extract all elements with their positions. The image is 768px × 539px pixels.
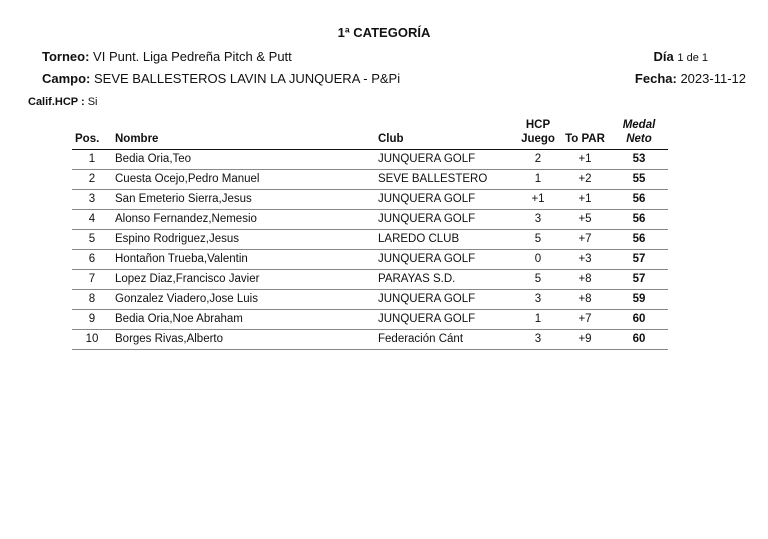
col-pos: Pos. [72, 118, 112, 150]
cell-pos: 5 [72, 230, 112, 250]
cell-topar: +1 [560, 150, 610, 170]
page-title: 1ª CATEGORÍA [337, 25, 431, 40]
campo-label: Campo: [42, 71, 91, 86]
cell-neto: 56 [610, 190, 668, 210]
results-table-header [72, 118, 668, 150]
cell-nombre: Bedia Oria,Teo [112, 150, 375, 170]
campo-line [42, 71, 400, 86]
cell-pos: 7 [72, 270, 112, 290]
cell-hcp: 5 [516, 230, 560, 250]
cell-neto: 56 [610, 210, 668, 230]
cell-neto: 57 [610, 270, 668, 290]
cell-neto: 55 [610, 170, 668, 190]
cell-pos: 3 [72, 190, 112, 210]
col-medal-top: Medal [622, 119, 656, 131]
cell-neto: 56 [610, 230, 668, 250]
cell-topar: +9 [560, 330, 610, 350]
cell-pos: 9 [72, 310, 112, 330]
cell-club: JUNQUERA GOLF [375, 250, 516, 270]
calif-value: Si [87, 96, 98, 108]
cell-topar: +5 [560, 210, 610, 230]
table-row [72, 250, 668, 270]
cell-nombre: Alonso Fernandez,Nemesio [112, 210, 375, 230]
table-row [72, 290, 668, 310]
col-medal-bottom: Neto [626, 133, 652, 145]
cell-nombre: Hontañon Trueba,Valentin [112, 250, 375, 270]
cell-pos: 6 [72, 250, 112, 270]
cell-pos: 2 [72, 170, 112, 190]
fecha-label: Fecha: [634, 71, 677, 86]
cell-club: SEVE BALLESTERO [375, 170, 516, 190]
cell-hcp: 1 [516, 170, 560, 190]
cell-hcp: 5 [516, 270, 560, 290]
torneo-line [42, 49, 292, 64]
cell-nombre: Cuesta Ocejo,Pedro Manuel [112, 170, 375, 190]
cell-topar: +8 [560, 290, 610, 310]
cell-club: JUNQUERA GOLF [375, 290, 516, 310]
col-hcp-bottom: Juego [521, 133, 555, 145]
cell-topar: +7 [560, 230, 610, 250]
cell-nombre: San Emeterio Sierra,Jesus [112, 190, 375, 210]
cell-hcp: +1 [516, 190, 560, 210]
cell-hcp: 3 [516, 210, 560, 230]
col-nombre: Nombre [112, 118, 375, 150]
fecha-value: 2023-11-12 [680, 71, 746, 86]
cell-pos: 4 [72, 210, 112, 230]
col-hcp-top: HCP [525, 119, 551, 131]
torneo-value: VI Punt. Liga Pedreña Pitch & Putt [93, 49, 292, 64]
cell-neto: 59 [610, 290, 668, 310]
cell-neto: 57 [610, 250, 668, 270]
cell-hcp: 0 [516, 250, 560, 270]
cell-club: JUNQUERA GOLF [375, 190, 516, 210]
cell-pos: 1 [72, 150, 112, 170]
results-table [72, 118, 668, 350]
col-topar: To PAR [560, 118, 610, 150]
cell-club: Federación Cánt [375, 330, 516, 350]
table-row [72, 230, 668, 250]
cell-club: JUNQUERA GOLF [375, 150, 516, 170]
cell-nombre: Espino Rodriguez,Jesus [112, 230, 375, 250]
dia-label: Día [653, 49, 674, 64]
calif-line [28, 96, 97, 108]
cell-neto: 53 [610, 150, 668, 170]
dia-line [654, 49, 708, 64]
cell-nombre: Gonzalez Viadero,Jose Luis [112, 290, 375, 310]
cell-hcp: 1 [516, 310, 560, 330]
cell-pos: 10 [72, 330, 112, 350]
cell-club: JUNQUERA GOLF [375, 310, 516, 330]
cell-club: PARAYAS S.D. [375, 270, 516, 290]
cell-topar: +3 [560, 250, 610, 270]
cell-neto: 60 [610, 330, 668, 350]
cell-pos: 8 [72, 290, 112, 310]
cell-topar: +2 [560, 170, 610, 190]
table-row [72, 170, 668, 190]
cell-nombre: Borges Rivas,Alberto [112, 330, 375, 350]
cell-hcp: 3 [516, 330, 560, 350]
cell-neto: 60 [610, 310, 668, 330]
cell-hcp: 3 [516, 290, 560, 310]
cell-topar: +7 [560, 310, 610, 330]
results-table-body [72, 150, 668, 350]
torneo-label: Torneo: [42, 49, 90, 64]
cell-topar: +8 [560, 270, 610, 290]
cell-hcp: 2 [516, 150, 560, 170]
table-row [72, 330, 668, 350]
fecha-line [635, 71, 746, 86]
table-row [72, 310, 668, 330]
table-row [72, 190, 668, 210]
calif-label: Calif.HCP : [28, 96, 85, 108]
col-medal-neto [610, 118, 668, 150]
campo-value: SEVE BALLESTEROS LAVIN LA JUNQUERA - P&Pi [94, 71, 401, 86]
cell-nombre: Bedia Oria,Noe Abraham [112, 310, 375, 330]
col-hcp-juego [516, 118, 560, 150]
table-row [72, 210, 668, 230]
cell-nombre: Lopez Diaz,Francisco Javier [112, 270, 375, 290]
cell-club: JUNQUERA GOLF [375, 210, 516, 230]
col-club: Club [375, 118, 516, 150]
dia-value: 1 de 1 [677, 52, 708, 64]
table-row [72, 270, 668, 290]
table-row [72, 150, 668, 170]
cell-topar: +1 [560, 190, 610, 210]
cell-club: LAREDO CLUB [375, 230, 516, 250]
